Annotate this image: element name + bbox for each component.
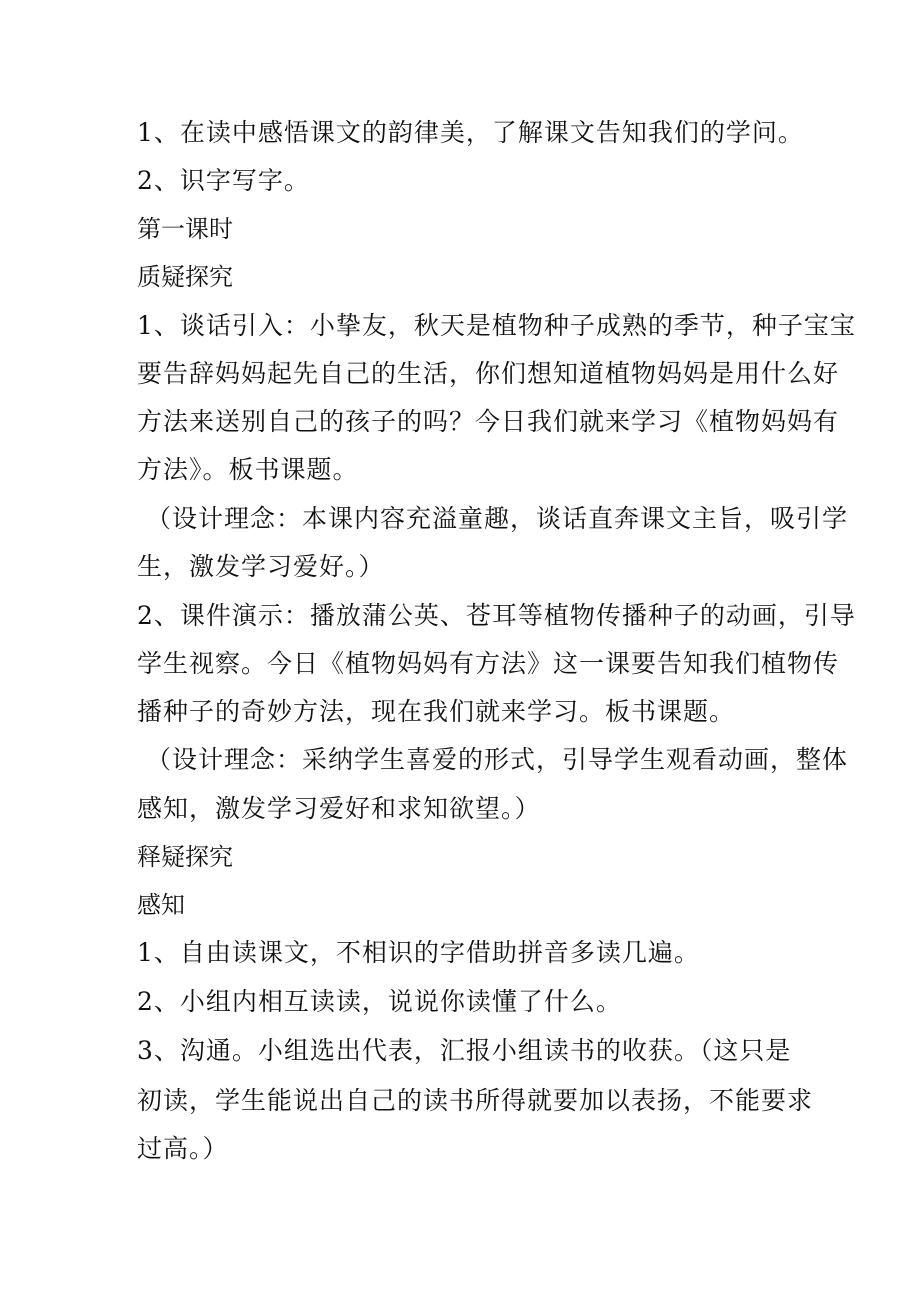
section-heading-first-lesson: 第一课时 [137,215,233,243]
section-heading-inquiry: 质疑探究 [137,263,233,291]
list-item-continuation: 过高。） [137,1134,229,1163]
list-item: 1、自由读课文，不相识的字借助拼音多读几遍。 [137,938,700,967]
design-note-line: （设计理念：本课内容充溢童趣，谈话直奔课文主旨，吸引学 [146,504,849,533]
design-note-line: 生，激发学习爱好。） [137,552,385,581]
section-heading-perception: 感知 [137,891,185,919]
list-item: 2、小组内相互读读，说说你读懂了什么。 [137,987,622,1016]
paragraph-line: 方法》。板书课题。 [137,455,359,484]
design-note-line: （设计理念：采纳学生喜爱的形式，引导学生观看动画，整体 [146,745,849,774]
objective-1: 1、在读中感悟课文的韵律美，了解课文告知我们的学问。 [137,118,804,147]
design-note-line: 感知，激发学习爱好和求知欲望。） [137,794,541,823]
paragraph-line: 要告辞妈妈起先自己的生活，你们想知道植物妈妈是用什么好 [137,359,840,388]
paragraph-line: 2、课件演示：播放蒲公英、苍耳等植物传播种子的动画，引导 [137,601,856,630]
paragraph-line: 播种子的奇妙方法，现在我们就来学习。板书课题。 [137,697,736,726]
section-heading-resolve: 释疑探究 [137,843,233,871]
paragraph-line: 学生视察。今日《植物妈妈有方法》这一课要告知我们植物传 [137,649,840,678]
paragraph-line: 方法来送别自己的孩子的吗？今日我们就来学习《植物妈妈有 [137,407,840,436]
list-item-continuation: 初读，学生能说出自己的读书所得就要加以表扬，不能要求 [137,1086,814,1115]
list-item: 3、沟通。小组选出代表，汇报小组读书的收获。（这只是 [137,1036,792,1065]
paragraph-line: 1、谈话引入：小挚友，秋天是植物种子成熟的季节，种子宝宝 [137,311,856,340]
objective-2: 2、识字写字。 [137,166,310,195]
